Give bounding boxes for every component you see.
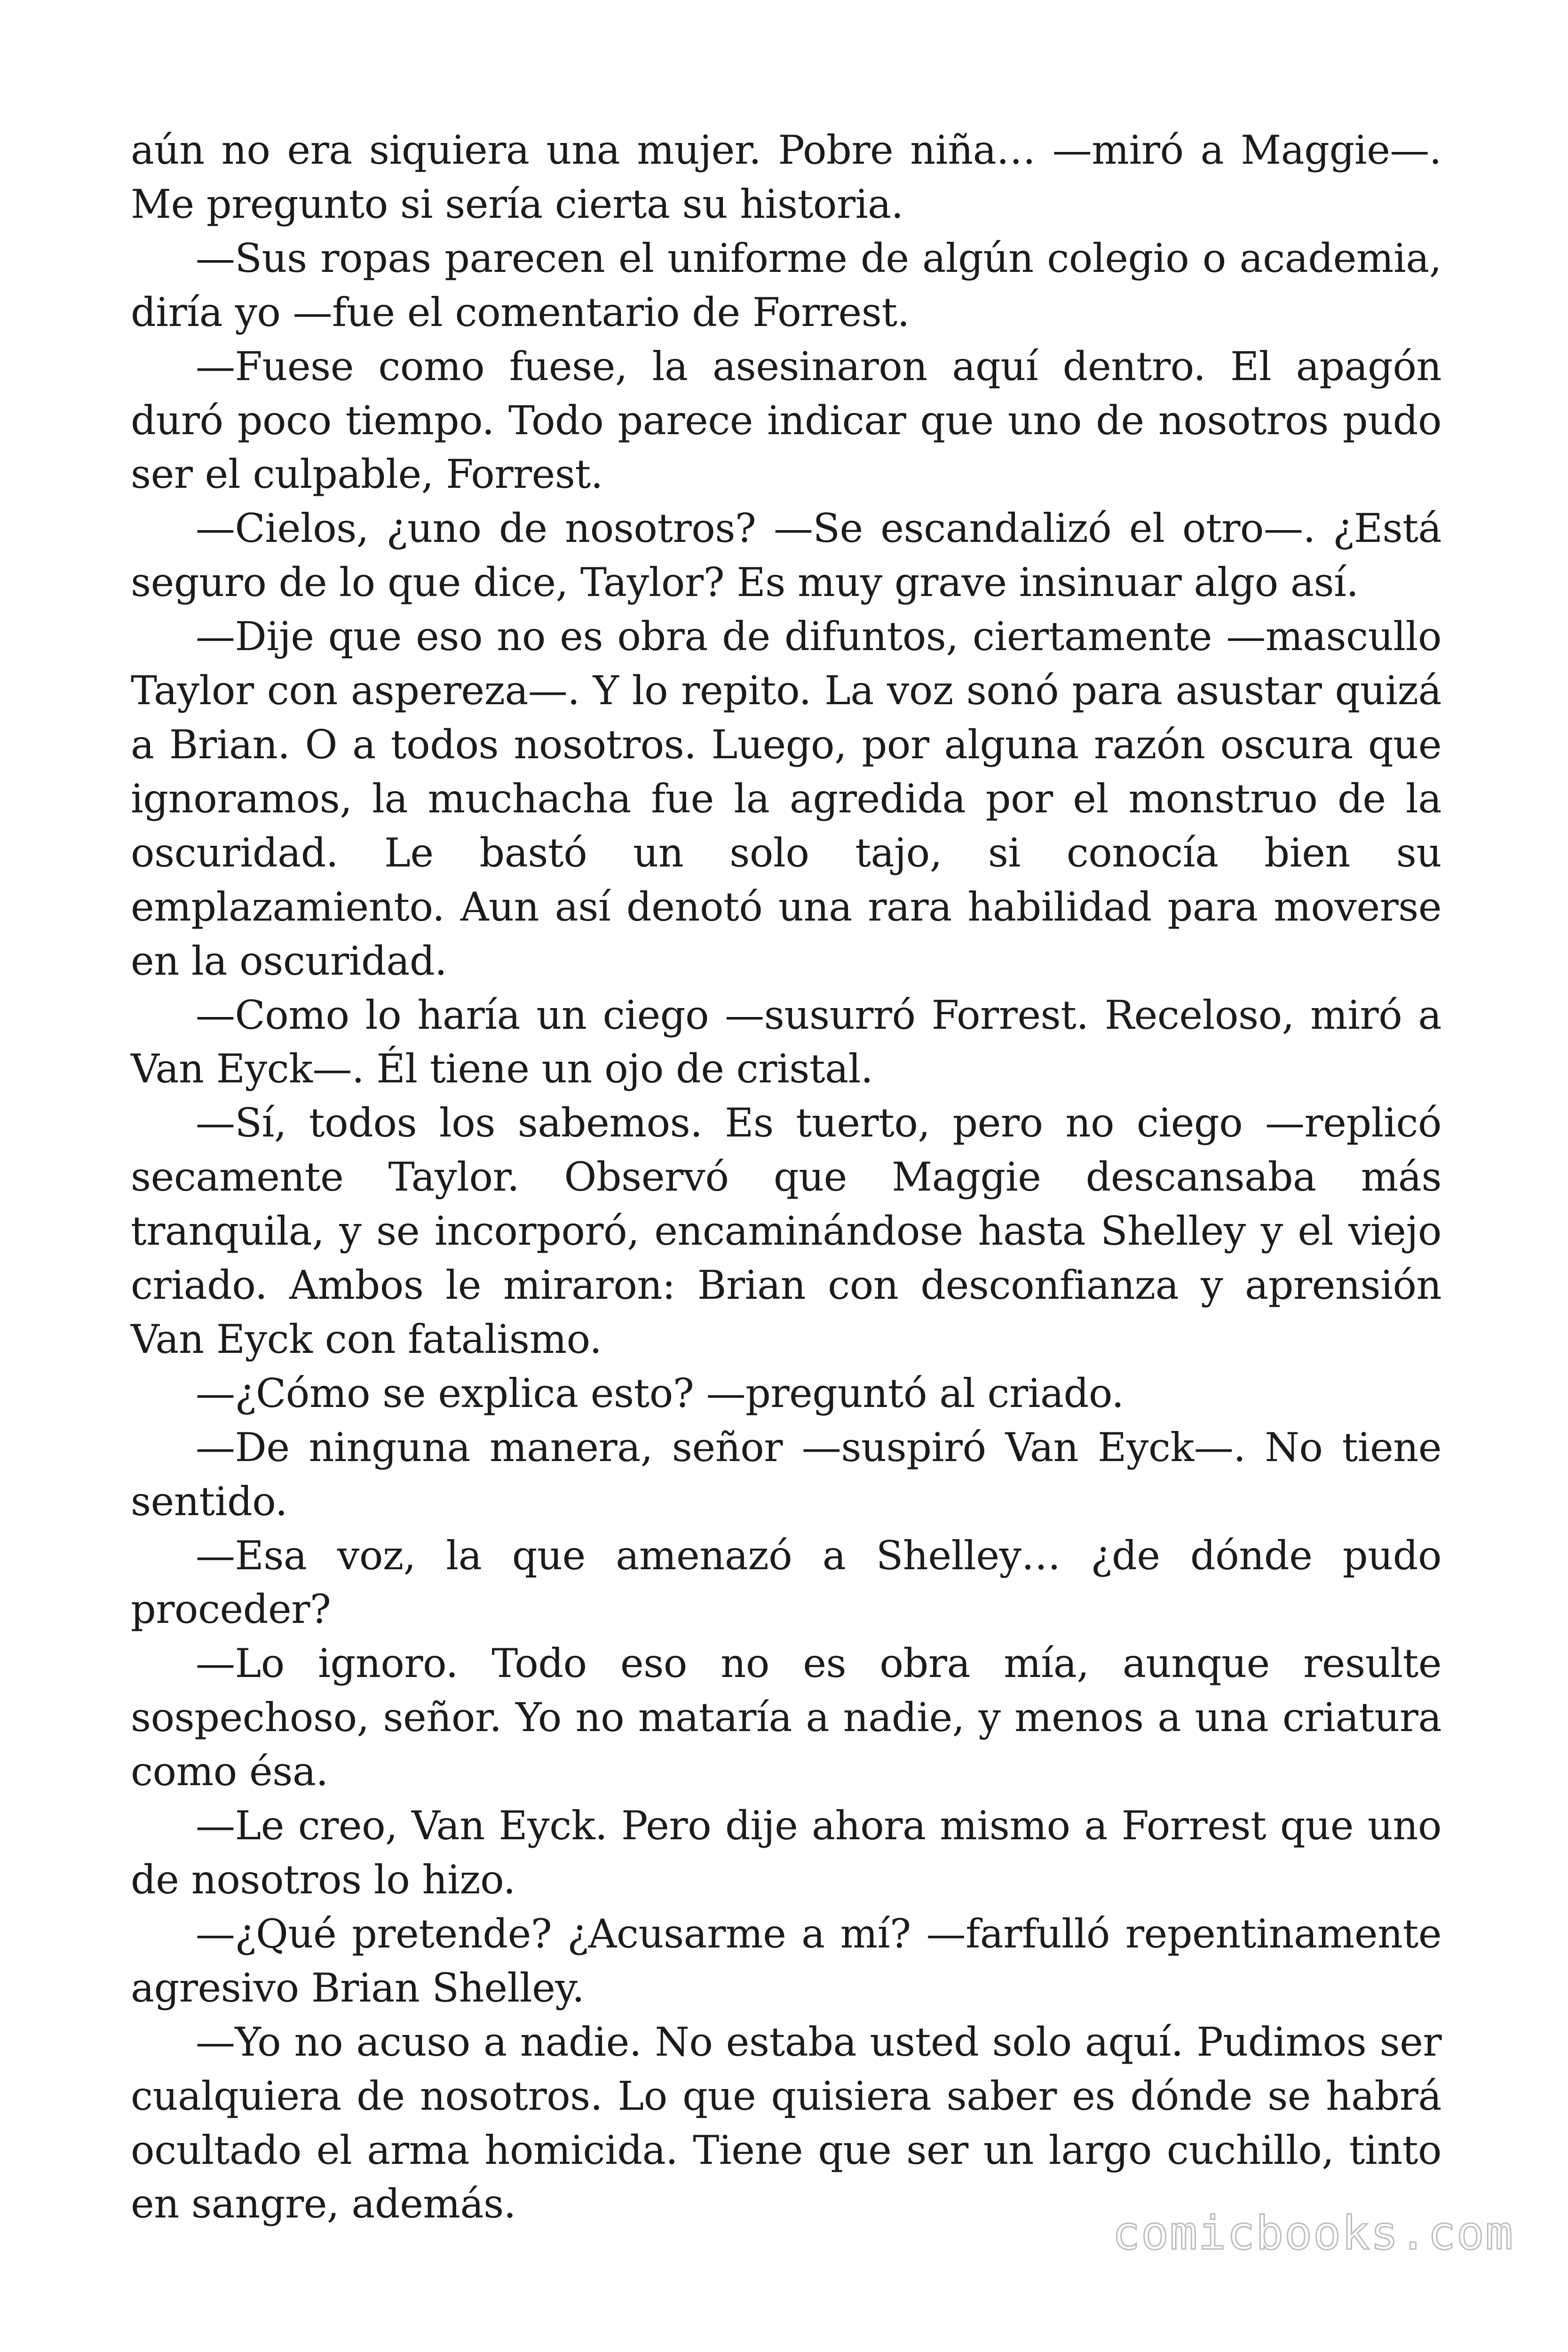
paragraph-3: —Fuese como fuese, la asesinaron aquí dentro. El apagón duró poco tiempo. Todo parece indicar que uno de nosotros pudo ser el culpable, Forrest.	[131, 343, 1441, 498]
paragraph-12: —Le creo, Van Eyck. Pero dije ahora mismo a Forrest que uno de nosotros lo hizo.	[131, 1803, 1441, 1903]
paragraph-1: aún no era siquiera una mujer. Pobre niña… —miró a Maggie—. Me pregunto si sería cierta su historia.	[131, 127, 1441, 227]
paragraph-8: —¿Cómo se explica esto? —preguntó al criado.	[196, 1370, 1124, 1416]
paragraph-4: —Cielos, ¿uno de nosotros? —Se escandalizó el otro—. ¿Está seguro de lo que dice, Taylor? Es muy grave insinuar algo así.	[131, 505, 1441, 606]
paragraph-14: —Yo no acuso a nadie. No estaba usted solo aquí. Pudimos ser cualquiera de nosotros. Lo que quisiera saber es dónde se habrá ocultado el arma homicida. Tiene que ser un largo cuchillo, tinto en sangre, además.	[131, 2018, 1441, 2227]
paragraph-10: —Esa voz, la que amenazó a Shelley… ¿de dónde pudo proceder?	[131, 1532, 1441, 1633]
paragraph-13: —¿Qué pretende? ¿Acusarme a mí? —farfulló repentinamente agresivo Brian Shelley.	[131, 1910, 1441, 2011]
paragraph-7: —Sí, todos los sabemos. Es tuerto, pero no ciego —replicó secamente Taylor. Observó que Maggie descansaba más tranquila, y se incorporó, encaminándose hasta Shelley y el viejo criado. Ambos le miraron: Brian con desconfianza y aprensión Van Eyck con fatalismo.	[131, 1100, 1441, 1362]
paragraph-11: —Lo ignoro. Todo eso no es obra mía, aunque resulte sospechoso, señor. Yo no mataría a nadie, y menos a una criatura como ésa.	[131, 1640, 1441, 1795]
paragraph-6: —Como lo haría un ciego —susurró Forrest. Receloso, miró a Van Eyck—. Él tiene un ojo de cristal.	[131, 992, 1441, 1092]
paragraph-9: —De ninguna manera, señor —suspiró Van Eyck—. No tiene sentido.	[131, 1424, 1441, 1525]
book-page-text	[131, 123, 1441, 2231]
watermark: comicbooks.com	[1112, 2207, 1514, 2260]
paragraph-2: —Sus ropas parecen el uniforme de algún colegio o academia, diría yo —fue el comentario de Forrest.	[131, 235, 1441, 335]
paragraph-5: —Dije que eso no es obra de difuntos, ciertamente —mascullo Taylor con aspereza—. Y lo repito. La voz sonó para asustar quizá a Brian. O a todos nosotros. Luego, por alguna razón oscura que ignoramos, la muchacha fue la agredida por el monstruo de la oscuridad. Le bastó un solo tajo, si conocía bien su emplazamiento. Aun así denotó una rara habilidad para moverse en la oscuridad.	[131, 613, 1441, 984]
